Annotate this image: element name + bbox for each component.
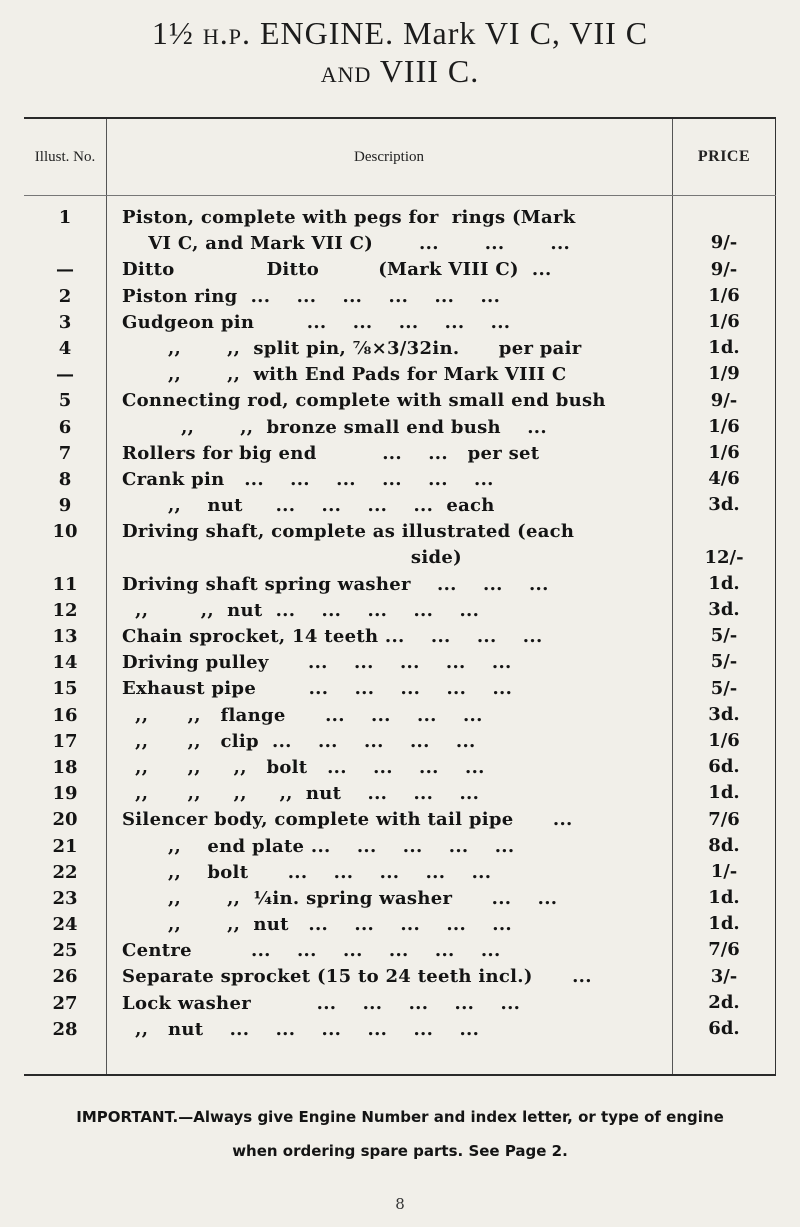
table-row: [24, 467, 776, 493]
description-cell: [122, 493, 668, 519]
price-cell: 7/6: [708, 939, 740, 961]
description-line: Driving shaft, complete as illustrated (each: [122, 521, 575, 543]
illust-no-cell: —: [56, 259, 74, 281]
table-row: [24, 598, 776, 624]
description-line: ,, ,, ,, bolt ... ... ... ...: [122, 756, 485, 778]
price-cell: 5/-: [710, 677, 738, 699]
price-cell: 9/-: [710, 232, 738, 254]
description-cell: [122, 912, 668, 938]
description-cell: [122, 650, 668, 676]
description-line: Centre ... ... ... ... ... ...: [122, 940, 501, 962]
illust-no-cell: 19: [52, 783, 78, 805]
price-cell: 3d.: [708, 494, 740, 516]
illust-no-cell: 12: [52, 599, 78, 621]
table-row: [24, 362, 776, 388]
price-cell: 1/6: [708, 729, 740, 751]
illust-no-cell: 8: [58, 468, 72, 490]
description-line: ,, ,, ¼in. spring washer ... ...: [122, 887, 558, 909]
illust-no-cell: —: [56, 364, 74, 386]
description-cell: [122, 388, 668, 414]
table-row: [24, 205, 776, 257]
table-row: [24, 388, 776, 414]
description-line: Silencer body, complete with tail pipe ...: [122, 809, 573, 831]
description-cell: [122, 991, 668, 1017]
table-row: [24, 441, 776, 467]
description-line: Ditto Ditto (Mark VIII C) ...: [122, 259, 552, 281]
table-row: [24, 310, 776, 336]
description-cell: [122, 676, 668, 702]
price-cell: 6d.: [708, 756, 740, 778]
important-note-line-1: IMPORTANT.—Always give Engine Number and index letter, or type of engine: [76, 1108, 724, 1126]
price-cell: 3d.: [708, 703, 740, 725]
description-line: ,, ,, ,, ,, nut ... ... ...: [122, 783, 480, 805]
price-cell: 9/-: [710, 389, 738, 411]
price-cell: 1d.: [708, 782, 740, 804]
table-row: [24, 912, 776, 938]
illust-no-cell: 16: [52, 704, 78, 726]
illust-no-cell: 11: [52, 573, 78, 595]
description-line: Separate sprocket (15 to 24 teeth incl.) ...: [122, 966, 592, 988]
description-line: ,, bolt ... ... ... ... ...: [122, 861, 492, 883]
header-illust-no: Illust. No.: [34, 149, 96, 165]
illust-no-cell: 10: [52, 521, 78, 543]
description-cell: [122, 572, 668, 598]
page-number: 8: [395, 1195, 405, 1213]
description-line: Driving shaft spring washer ... ... ...: [122, 573, 549, 595]
price-cell: 1d.: [708, 887, 740, 909]
illust-no-cell: 24: [52, 914, 78, 936]
table-row: [24, 860, 776, 886]
price-cell: 1d.: [708, 572, 740, 594]
price-cell: 3/-: [710, 965, 738, 987]
description-line: VI C, and Mark VII C) ... ... ...: [122, 233, 571, 255]
table-row: [24, 572, 776, 598]
table-row: [24, 991, 776, 1017]
illust-no-cell: 17: [52, 730, 78, 752]
description-cell: [122, 362, 668, 388]
description-cell: [122, 257, 668, 283]
description-line: Connecting rod, complete with small end bush: [122, 390, 606, 412]
description-cell: [122, 624, 668, 650]
illust-no-cell: 26: [52, 966, 78, 988]
illust-no-cell: 5: [58, 390, 72, 412]
title-engine-marks: ENGINE. Mark VI C, VII C: [251, 15, 649, 51]
description-line: ,, ,, nut ... ... ... ... ...: [122, 599, 480, 621]
illust-no-cell: 20: [52, 809, 78, 831]
table-row: [24, 676, 776, 702]
description-cell: [122, 964, 668, 990]
description-cell: [122, 781, 668, 807]
description-cell: [122, 598, 668, 624]
illust-no-cell: 27: [52, 992, 78, 1014]
illust-no-cell: 6: [58, 416, 72, 438]
illust-no-cell: 7: [58, 442, 72, 464]
table-row: [24, 257, 776, 283]
description-cell: [122, 886, 668, 912]
description-line: ,, nut ... ... ... ... each: [122, 495, 495, 517]
header-description: Description: [354, 149, 424, 165]
illust-no-cell: 28: [52, 1018, 78, 1040]
table-row: [24, 650, 776, 676]
description-cell: [122, 441, 668, 467]
description-line: Crank pin ... ... ... ... ... ...: [122, 468, 494, 490]
table-row: [24, 1017, 776, 1043]
description-cell: [122, 310, 668, 336]
description-cell: [122, 284, 668, 310]
price-cell: 3d.: [708, 599, 740, 621]
table-row: [24, 624, 776, 650]
title-hp-unit: h.p.: [202, 15, 251, 51]
description-cell: [122, 755, 668, 781]
price-cell: 1d.: [708, 913, 740, 935]
table-row: [24, 886, 776, 912]
price-cell: 5/-: [710, 651, 738, 673]
description-cell: [122, 1017, 668, 1043]
description-line: Gudgeon pin ... ... ... ... ...: [122, 311, 511, 333]
price-cell: 1/6: [708, 310, 740, 332]
title-hp-value: 1½: [151, 15, 203, 51]
table-row: [24, 493, 776, 519]
illust-no-cell: 3: [58, 311, 72, 333]
table-row: [24, 755, 776, 781]
table-row: [24, 415, 776, 441]
description-line: Driving pulley ... ... ... ... ...: [122, 652, 512, 674]
description-line: Piston, complete with pegs for rings (Mark: [122, 207, 576, 228]
header-price: PRICE: [697, 148, 751, 165]
table-row: [24, 964, 776, 990]
description-cell: [122, 938, 668, 964]
description-cell: [122, 519, 668, 571]
description-cell: [122, 807, 668, 833]
description-line: ,, ,, with End Pads for Mark VIII C: [122, 364, 567, 386]
illust-no-cell: 18: [52, 756, 78, 778]
title-line-2: and VIII C.: [320, 53, 480, 89]
important-note-line-2: when ordering spare parts. See Page 2.: [232, 1142, 568, 1160]
description-line: side): [122, 547, 462, 569]
illust-no-cell: 21: [52, 835, 78, 857]
table-row: [24, 729, 776, 755]
price-cell: 1/6: [708, 284, 740, 306]
page-title: [0, 14, 800, 90]
price-cell: 1d.: [708, 337, 740, 359]
description-line: Lock washer ... ... ... ... ...: [122, 992, 521, 1014]
description-line: Exhaust pipe ... ... ... ... ...: [122, 678, 513, 700]
description-line: Chain sprocket, 14 teeth ... ... ... ...: [122, 626, 543, 648]
description-cell: [122, 336, 668, 362]
price-cell: 1/-: [710, 860, 738, 882]
table-body: [24, 205, 776, 1043]
illust-no-cell: 23: [52, 887, 78, 909]
table-row: [24, 938, 776, 964]
table-row: [24, 519, 776, 571]
description-line: ,, ,, flange ... ... ... ...: [122, 704, 483, 726]
header-rule: [24, 195, 776, 196]
description-cell: [122, 729, 668, 755]
illust-no-cell: 4: [58, 337, 72, 359]
illust-no-cell: 22: [52, 861, 78, 883]
description-cell: [122, 467, 668, 493]
price-cell: 8d.: [708, 834, 740, 856]
price-cell: 7/6: [708, 808, 740, 830]
price-cell: 6d.: [708, 1018, 740, 1040]
table-row: [24, 834, 776, 860]
title-line-1: [0, 14, 800, 52]
table-row: [24, 284, 776, 310]
price-cell: 1/6: [708, 415, 740, 437]
description-cell: [122, 834, 668, 860]
illust-no-cell: 2: [58, 285, 72, 307]
illust-no-cell: 15: [52, 678, 78, 700]
illust-no-cell: 1: [58, 207, 72, 228]
parts-price-table: [24, 117, 776, 1076]
table-row: [24, 703, 776, 729]
description-cell: [122, 703, 668, 729]
description-line: ,, nut ... ... ... ... ... ...: [122, 1018, 480, 1040]
price-cell: 12/-: [704, 546, 744, 568]
price-cell: 1/9: [708, 363, 740, 385]
table-row: [24, 807, 776, 833]
table-row: [24, 781, 776, 807]
description-line: ,, ,, bronze small end bush ...: [122, 416, 547, 438]
price-cell: 9/-: [710, 258, 738, 280]
price-cell: 2d.: [708, 991, 740, 1013]
description-cell: [122, 415, 668, 441]
illust-no-cell: 14: [52, 652, 78, 674]
illust-no-cell: 25: [52, 940, 78, 962]
description-line: Rollers for big end ... ... per set: [122, 442, 540, 464]
description-line: ,, end plate ... ... ... ... ...: [122, 835, 515, 857]
price-cell: 1/6: [708, 441, 740, 463]
description-line: ,, ,, clip ... ... ... ... ...: [122, 730, 476, 752]
illust-no-cell: 13: [52, 626, 78, 648]
description-cell: [122, 860, 668, 886]
price-cell: 5/-: [710, 625, 738, 647]
description-cell: [122, 205, 668, 257]
description-line: ,, ,, split pin, ⅞×3/32in. per pair: [122, 337, 582, 359]
table-row: [24, 336, 776, 362]
illust-no-cell: 9: [58, 495, 72, 517]
price-cell: 4/6: [708, 468, 740, 490]
description-line: Piston ring ... ... ... ... ... ...: [122, 285, 501, 307]
description-line: ,, ,, nut ... ... ... ... ...: [122, 914, 512, 936]
